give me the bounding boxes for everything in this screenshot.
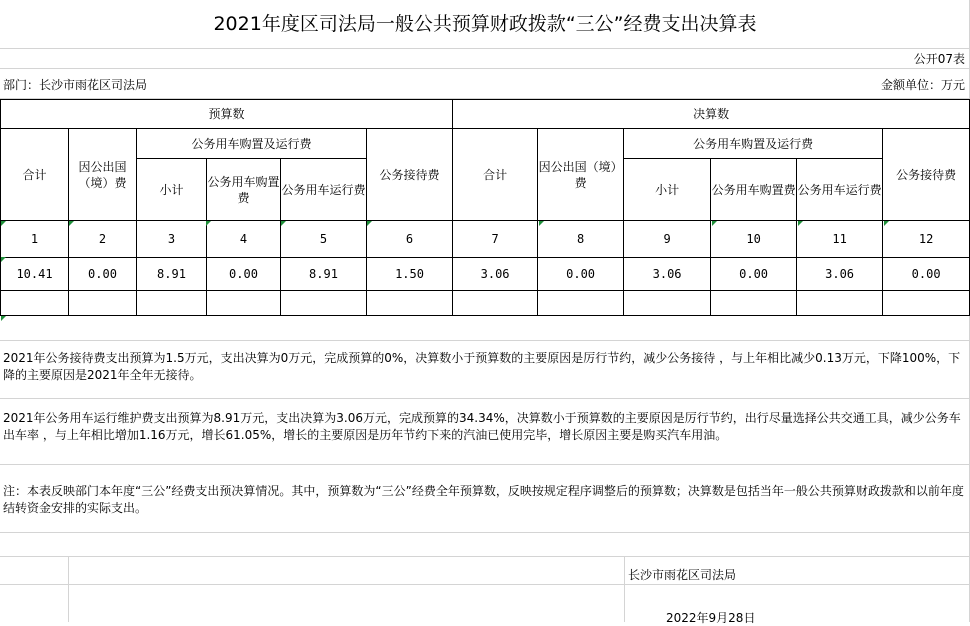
index-cell: 4 — [207, 221, 281, 258]
value-row — [1, 258, 970, 291]
final-vehicle-group-header: 公务用车购置及运行费 — [624, 129, 883, 159]
index-cell: 6 — [367, 221, 453, 258]
header-row-1 — [1, 100, 970, 129]
index-cell: 1 — [1, 221, 69, 258]
value-cell: 0.00 — [711, 258, 797, 291]
value-cell: 3.06 — [453, 258, 538, 291]
index-cell: 10 — [711, 221, 797, 258]
final-vehicle-operation-header: 公务用车运行费 — [797, 159, 883, 221]
expense-table — [0, 99, 970, 316]
budget-subtotal-header: 小计 — [137, 159, 207, 221]
value-cell: 3.06 — [797, 258, 883, 291]
index-cell: 3 — [137, 221, 207, 258]
final-reception-header: 公务接待费 — [883, 129, 970, 221]
value-cell: 3.06 — [624, 258, 711, 291]
value-cell: 0.00 — [883, 258, 970, 291]
index-cell: 11 — [797, 221, 883, 258]
explanation-note: 注：本表反映部门本年度“三公”经费支出预决算情况。其中，预算数为“三公”经费全年预算数，反映按规定程序调整后的预算数；决算数是包括当年一般公共预算财政拨款和以前年度结转资金安排的实际支出。 — [3, 484, 964, 515]
budget-vehicle-group-header: 公务用车购置及运行费 — [137, 129, 367, 159]
value-cell: 8.91 — [281, 258, 367, 291]
index-cell: 8 — [538, 221, 624, 258]
budget-reception-header: 公务接待费 — [367, 129, 453, 221]
budget-vehicle-operation-header: 公务用车运行费 — [281, 159, 367, 221]
header-row-2 — [1, 129, 970, 159]
form-code: 公开07表 — [913, 52, 965, 66]
budget-total-header: 合计 — [1, 129, 69, 221]
index-cell: 7 — [453, 221, 538, 258]
cell-marker-icon — [206, 221, 211, 226]
empty-row — [1, 291, 970, 316]
index-cell: 5 — [281, 221, 367, 258]
budget-vehicle-purchase-header: 公务用车购置费 — [207, 159, 281, 221]
cell-marker-icon — [281, 221, 286, 226]
cell-marker-icon — [1, 316, 6, 321]
signature-org: 长沙市雨花区司法局 — [628, 568, 737, 582]
final-abroad-header: 因公出国（境）费 — [538, 129, 624, 221]
index-row — [1, 221, 970, 258]
value-cell: 0.00 — [207, 258, 281, 291]
index-cell: 12 — [883, 221, 970, 258]
cell-marker-icon — [1, 221, 6, 226]
final-total-header: 合计 — [453, 129, 538, 221]
cell-marker-icon — [1, 257, 6, 262]
index-cell: 9 — [624, 221, 711, 258]
value-cell: 10.41 — [1, 258, 69, 291]
final-subtotal-header: 小计 — [624, 159, 711, 221]
value-cell: 1.50 — [367, 258, 453, 291]
cell-marker-icon — [798, 221, 803, 226]
department-label: 部门：长沙市雨花区司法局 — [3, 78, 148, 92]
cell-marker-icon — [69, 221, 74, 226]
budget-abroad-header: 因公出国（境）费 — [69, 129, 137, 221]
final-vehicle-purchase-header: 公务用车购置费 — [711, 159, 797, 221]
value-cell: 0.00 — [538, 258, 624, 291]
report-title: 2021年度区司法局一般公共预算财政拨款“三公”经费支出决算表 — [213, 13, 757, 35]
final-header: 决算数 — [453, 100, 970, 129]
cell-marker-icon — [367, 221, 372, 226]
cell-marker-icon — [884, 221, 889, 226]
reception-note: 2021年公务接待费支出预算为1.5万元，支出决算为0万元，完成预算的0%，决算数小于预算数的主要原因是厉行节约，减少公务接待 ，与上年相比减少0.13万元，下降100%，下降的主要原因是2021年全年无接待。 — [3, 351, 961, 382]
signature-date: 2022年9月28日 — [666, 611, 756, 625]
cell-marker-icon — [712, 221, 717, 226]
index-cell: 2 — [69, 221, 137, 258]
value-cell: 0.00 — [69, 258, 137, 291]
vehicle-note: 2021年公务用车运行维护费支出预算为8.91万元，支出决算为3.06万元，完成预算的34.34%，决算数小于预算数的主要原因是厉行节约，出行尽量选择公共交通工具，减少公务车出车率 ，与上年相比增加1.16万元，增长61.05%，增长的主要原因是历年节约下来的汽油已使用完毕，增长原因主要是购买汽车用油。 — [3, 411, 961, 442]
budget-header: 预算数 — [1, 100, 453, 129]
cell-marker-icon — [539, 221, 544, 226]
value-cell: 8.91 — [137, 258, 207, 291]
unit-label: 金额单位：万元 — [880, 78, 965, 92]
